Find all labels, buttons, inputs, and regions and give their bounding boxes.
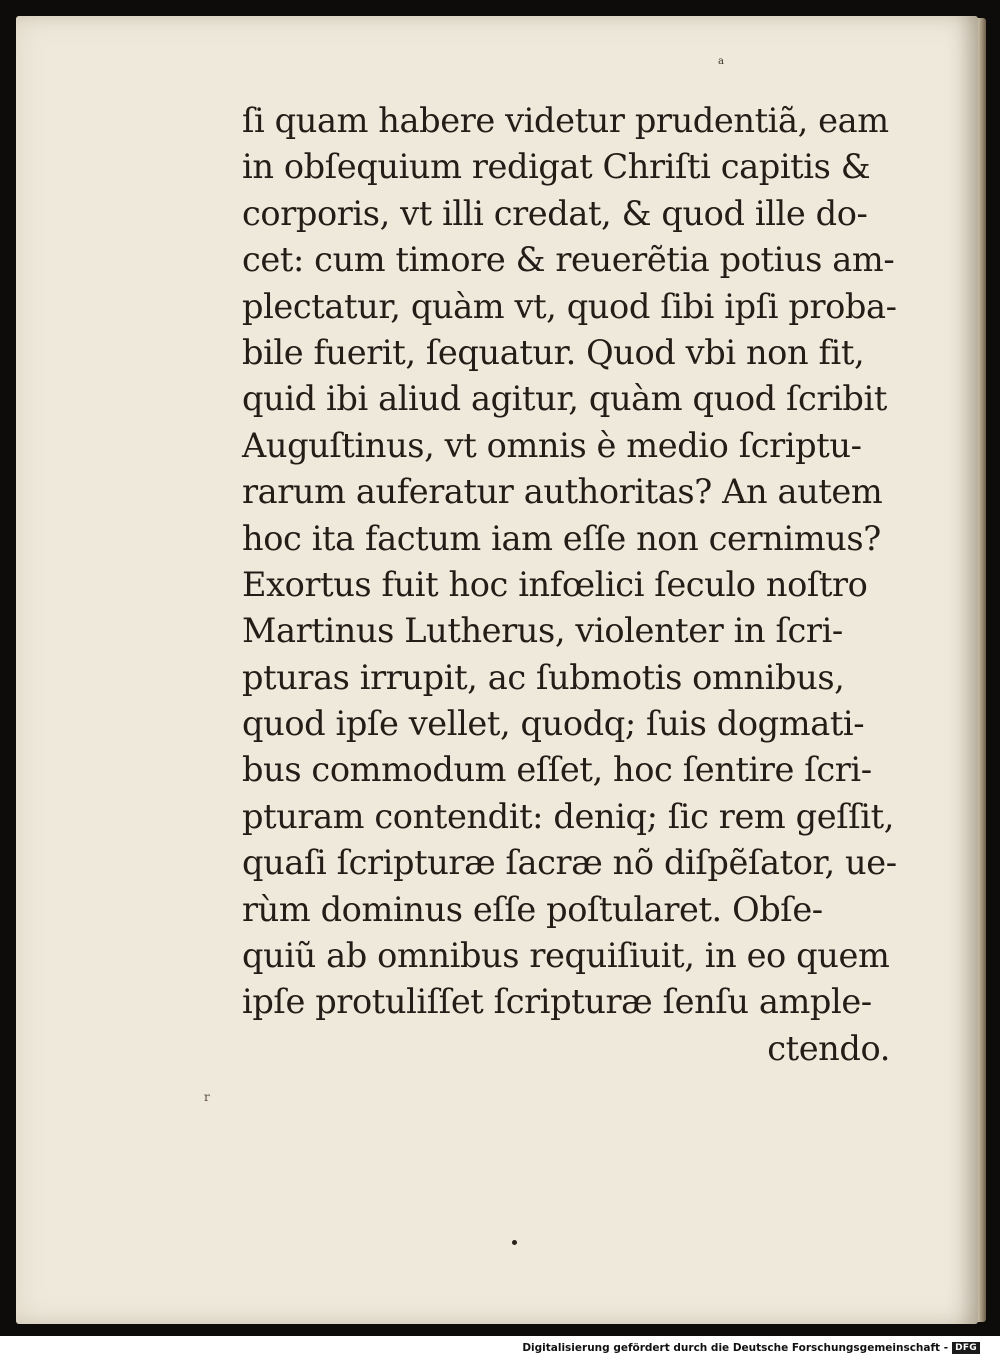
digitization-footer <box>522 1340 980 1356</box>
text-line-1: ſi quam habere videtur prudentiã, eam <box>242 101 889 140</box>
page-text <box>242 98 902 1072</box>
footer-text: Digitalisierung gefördert durch die Deutsche Forschungsgemeinschaft - <box>522 1342 949 1354</box>
text-line-12: Martinus Lutherus, violenter in ſcri- <box>242 611 843 651</box>
text-line-16: pturam contendit: deniq; ſic rem geſſit, <box>242 796 894 836</box>
text-line-15: bus commodum eſſet, hoc ſentire ſcri- <box>242 750 872 790</box>
text-line-14: quod ipſe vellet, quodq; ſuis dogmati- <box>242 704 865 744</box>
text-line-10: hoc ita factum iam eſſe non cernimus? <box>242 518 881 558</box>
text-line-18: rùm dominus eſſe poſtularet. Obſe- <box>242 889 823 929</box>
text-line-2: in obſequium redigat Chriſti capitis & <box>242 147 871 187</box>
text-line-4: cet: cum timore & reuerẽtia potius am- <box>242 240 895 280</box>
text-line-7: quid ibi aliud agitur, quàm quod ſcribit <box>242 379 887 419</box>
text-line-20: ipſe protuliſſet ſcripturæ ſenſu ample- <box>242 982 872 1022</box>
text-line-9: rarum auferatur authoritas? An autem <box>242 472 883 512</box>
text-line-11: Exortus fuit hoc infœlici ſeculo noſtro <box>242 564 868 604</box>
text-line-6: bile fuerit, ſequatur. Quod vbi non fit, <box>242 332 865 372</box>
signature-mark: a <box>718 56 724 67</box>
page-dot-mark <box>512 1240 517 1245</box>
text-line-8: Auguſtinus, vt omnis è medio ſcriptu- <box>242 425 862 465</box>
text-line-21: ctendo. <box>767 1028 890 1068</box>
text-line-17: quaſi ſcripturæ ſacræ nõ diſpẽſator, ue- <box>242 843 897 883</box>
text-line-19: quiũ ab omnibus requiſiuit, in eo quem <box>242 936 890 976</box>
text-line-13: pturas irrupit, ac ſubmotis omnibus, <box>242 657 845 697</box>
text-line-5: plectatur, quàm vt, quod ſibi ipſi proba- <box>242 286 897 326</box>
dfg-logo-icon: DFG <box>952 1342 980 1354</box>
margin-mark: r <box>204 1090 210 1104</box>
text-line-3: corporis, vt illi credat, & quod ille do- <box>242 193 868 233</box>
